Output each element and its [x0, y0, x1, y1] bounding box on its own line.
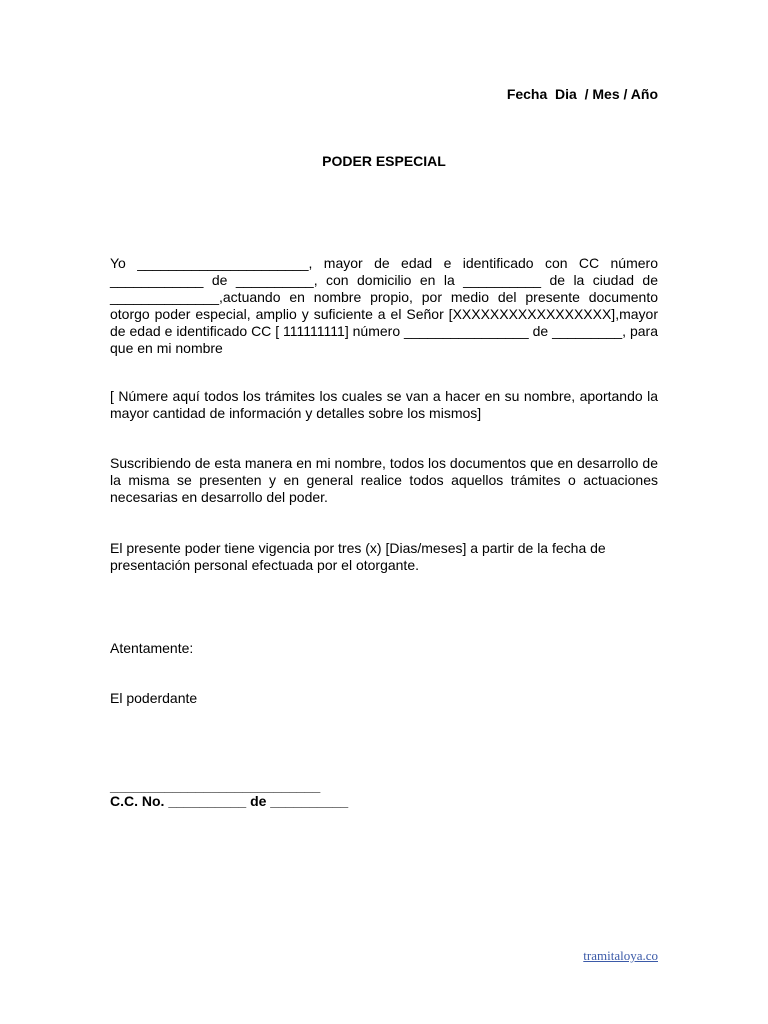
document-title: PODER ESPECIAL	[322, 153, 446, 169]
id-number-line: C.C. No. __________ de __________	[110, 793, 349, 809]
paragraph-grant: Yo ______________________, mayor de edad e identificado con CC número ____________ de __________, con domicilio en la __________ de la ciudad de ______________,actuando en nombre propio, por medio del presente documento otorgo poder especial, amplio y suficiente a el Señor [XXXXXXXXXXXXXXXXX],mayor de edad e identificado CC [ 111111111] número ________________ de _________, para que en mi nombre	[110, 255, 658, 356]
paragraph-signing: Suscribiendo de esta manera en mi nombre, todos los documentos que en desarrollo de la misma se presenten y en general realice todos aquellos trámites o actuaciones necesarias en desarrollo del poder.	[110, 455, 658, 505]
signature-line: ___________________________	[110, 778, 321, 794]
date-line: Fecha Dia / Mes / Año	[506, 86, 658, 102]
paragraph-validity: El presente poder tiene vigencia por tres (x) [Dias/meses] a partir de la fecha de presentación personal efectuada por el otorgante.	[110, 540, 606, 573]
footer-website-link[interactable]: tramitaloya.co	[583, 948, 658, 963]
signer-label: El poderdante	[110, 690, 198, 706]
paragraph-procedures: [ Númere aquí todos los trámites los cuales se van a hacer en su nombre, aportando la mayor cantidad de información y detalles sobre los mismos]	[110, 388, 658, 421]
closing-text: Atentamente:	[110, 640, 194, 656]
